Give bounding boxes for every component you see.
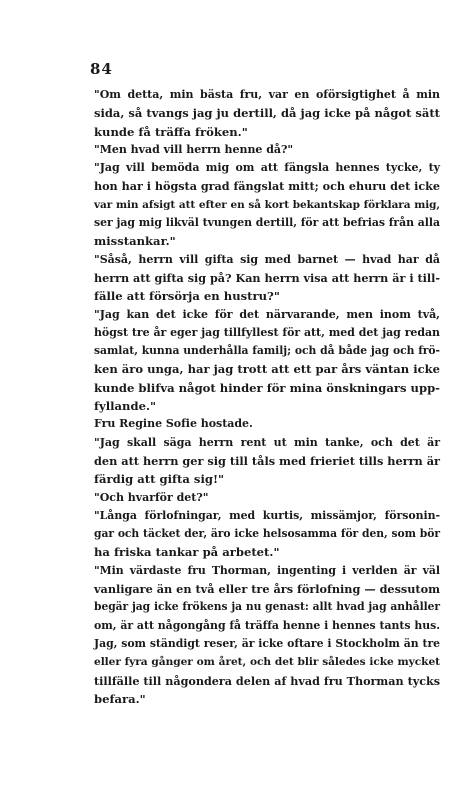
text-line: eller fyra gånger om året, och det blir således icke mycket xyxy=(94,656,440,669)
text-line: "Jag skall säga herrn rent ut min tanke, och det är xyxy=(94,435,440,449)
paragraph xyxy=(76,489,440,507)
text-line: Jag, som ständigt reser, är icke oftare i Stockholm än tre xyxy=(94,636,440,650)
text-line: "Min värdaste fru Thorman, ingenting i verlden är väl xyxy=(94,563,440,577)
text-line: färdig att gifta sig!" xyxy=(94,472,225,487)
text-line: var min afsigt att efter en så kort bekantskap förklara mig, xyxy=(94,198,440,211)
text-line: misstankar." xyxy=(94,234,176,249)
text-line: "Om detta, min bästa fru, var en oförsigtighet å min xyxy=(94,88,440,101)
text-line: begär jag icke frökens ja nu genast: allt hvad jag anhåller xyxy=(94,600,440,614)
text-line: "Långa förlofningar, med kurtis, missämjor, försonin- xyxy=(94,508,440,522)
paragraph xyxy=(76,86,440,141)
text-line: "Och hvarför det?" xyxy=(94,490,209,504)
body-text xyxy=(76,86,440,708)
text-line: ken äro unga, har jag trott att ett par års väntan icke xyxy=(94,362,440,377)
text-line: kunde blifva något hinder för mina önskningars upp- xyxy=(94,380,440,395)
text-line: Fru Regine Sofie hostade. xyxy=(94,417,253,431)
text-line: kunde få träffa fröken." xyxy=(94,124,248,139)
page-number: 84 xyxy=(90,60,113,78)
paragraph xyxy=(76,507,440,562)
text-line: hon har i högsta grad fängslat mitt; och ehuru det icke xyxy=(94,179,440,194)
text-line: "Jag vill bemöda mig om att fängsla hennes tycke, ty xyxy=(94,161,440,175)
paragraph xyxy=(76,251,440,306)
text-line: sida, så tvangs jag ju dertill, då jag icke på något sätt xyxy=(94,106,440,121)
text-line: tillfälle till någondera delen af hvad fru Thorman tycks xyxy=(94,673,440,688)
text-line: samlat, kunna underhålla familj; och då både jag och frö- xyxy=(94,344,440,358)
paragraph xyxy=(76,434,440,489)
text-line: gar och täcket der, äro icke helsosamma för den, som bör xyxy=(94,527,440,541)
text-line: om, är att någongång få träffa henne i hennes tants hus. xyxy=(94,618,440,632)
text-line: ha friska tankar på arbetet." xyxy=(94,545,280,560)
text-line: herrn att gifta sig på? Kan herrn visa att herrn är i till- xyxy=(94,270,440,285)
paragraph xyxy=(76,306,440,416)
text-line: högst tre år eger jag tillfyllest för att, med det jag redan xyxy=(94,325,440,339)
text-line: befara." xyxy=(94,691,146,706)
paragraph xyxy=(76,562,440,708)
text-line: fyllande." xyxy=(94,399,157,414)
text-line: ser jag mig likväl tvungen dertill, för att befrias från alla xyxy=(94,216,440,230)
paragraph xyxy=(76,415,440,433)
text-line: "Såså, herrn vill gifta sig med barnet — hvad har då xyxy=(94,252,440,266)
paragraph xyxy=(76,141,440,159)
text-line: "Men hvad vill herrn henne då?" xyxy=(94,142,294,156)
paragraph xyxy=(76,159,440,250)
text-line: fälle att försörja en hustru?" xyxy=(94,289,280,304)
text-line: "Jag kan det icke för det närvarande, men inom två, xyxy=(94,307,440,321)
text-line: den att herrn ger sig till tåls med frieriet tills herrn är xyxy=(94,453,440,468)
text-line: vanligare än en två eller tre års förlofning — dessutom xyxy=(94,582,440,597)
